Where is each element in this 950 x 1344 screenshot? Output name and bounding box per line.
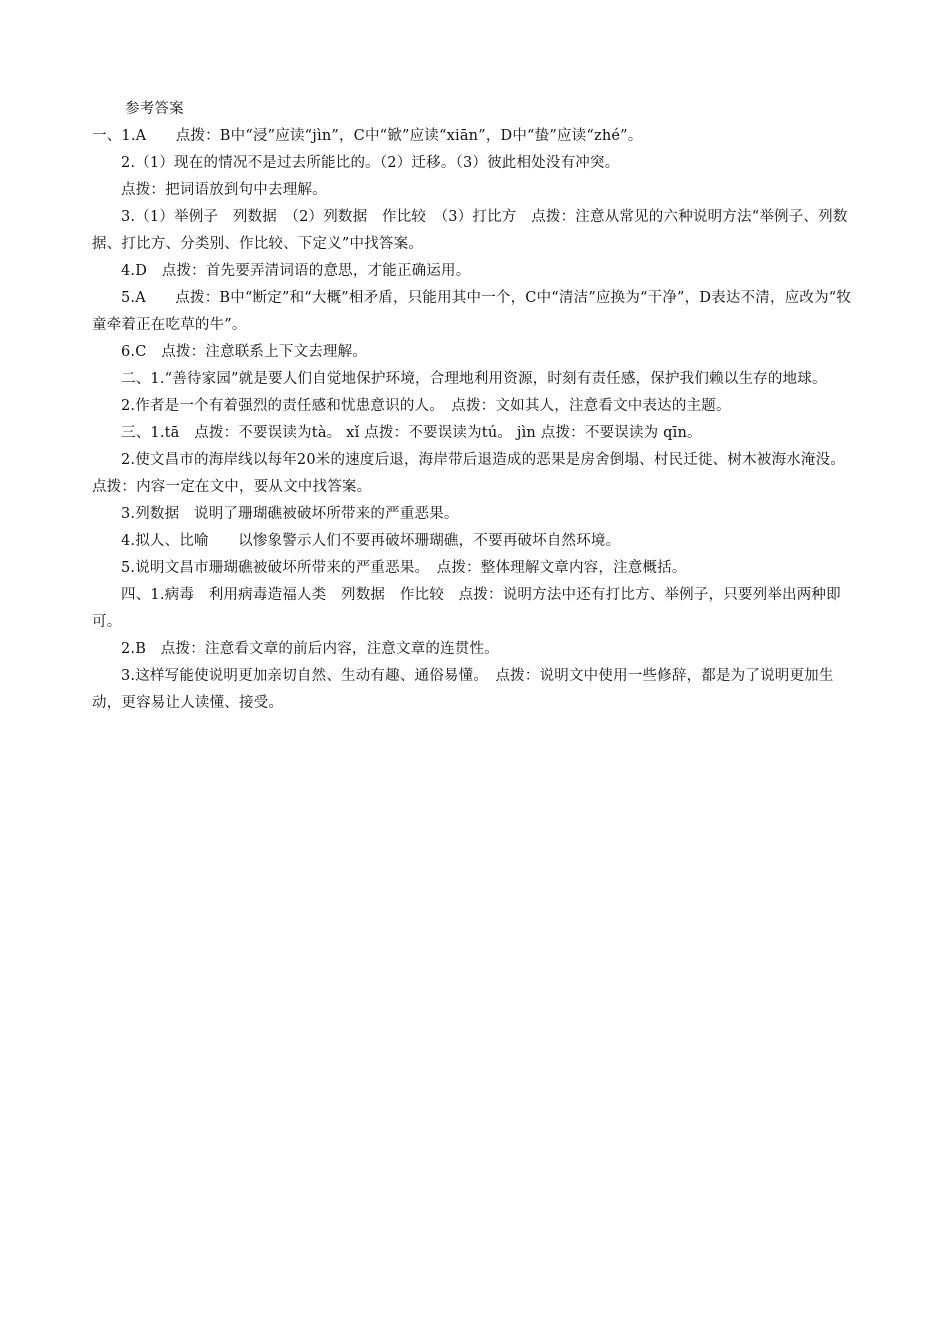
- answer-document: [92, 96, 862, 717]
- paragraph-5: 4.D 点拨：首先要弄清词语的意思，才能正确运用。: [121, 263, 471, 279]
- paragraph-17: 3.这样写能使说明更加亲切自然、生动有趣、通俗易懂。 点拨：说明文中使用一些修辞，都是为了说明更加生动，更容易让人读懂、接受。: [92, 668, 834, 711]
- paragraph-7: 6.C 点拨：注意联系上下文去理解。: [121, 344, 368, 360]
- paragraph-3: 点拨：把词语放到句中去理解。: [121, 182, 327, 198]
- paragraph-11: 2.使文昌市的海岸线以每年20米的速度后退，海岸带后退造成的恶果是房舍倒塌、村民迁徙、树木被海水淹没。 点拨：内容一定在文中，要从文中找答案。: [92, 452, 853, 495]
- paragraph-9: 2.作者是一个有着强烈的责任感和忧患意识的人。 点拨：文如其人，注意看文中表达的主题。: [121, 398, 731, 414]
- paragraph-8: 二、1.“善待家园”就是要人们自觉地保护环境，合理地利用资源，时刻有责任感，保护我们赖以生存的地球。: [121, 371, 827, 387]
- paragraph-14: 5.说明文昌市珊瑚礁被破坏所带来的严重恶果。 点拨：整体理解文章内容，注意概括。: [121, 560, 687, 576]
- paragraph-15: 四、1.病毒 利用病毒造福人类 列数据 作比较 点拨：说明方法中还有打比方、举例子，只要列举出两种即可。: [92, 587, 841, 630]
- paragraph-12: 3.列数据 说明了珊瑚礁被破坏所带来的严重恶果。: [121, 506, 459, 522]
- paragraph-10: 三、1.tā 点拨：不要误读为tà。 xǐ 点拨：不要误读为tú。 jìn 点拨：不要误读为 qīn。: [121, 425, 702, 441]
- paragraph-1: 一、1.A 点拨：B中“浸”应读“jìn”，C中“锨”应读“xiān”，D中“蛰”应读“zhé”。: [92, 128, 643, 144]
- document-title: 参考答案: [125, 101, 184, 117]
- paragraph-2: 2.（1）现在的情况不是过去所能比的。（2）迁移。（3）彼此相处没有冲突。: [121, 155, 620, 171]
- paragraph-4: 3.（1）举例子 列数据 （2）列数据 作比较 （3）打比方 点拨：注意从常见的六种说明方法“举例子、列数据、打比方、分类别、作比较、下定义”中找答案。: [92, 209, 848, 252]
- paragraph-16: 2.B 点拨：注意看文章的前后内容，注意文章的连贯性。: [121, 641, 499, 657]
- paragraph-13: 4.拟人、比喻 以惨象警示人们不要再破坏珊瑚礁，不要再破坏自然环境。: [121, 533, 621, 549]
- paragraph-6: 5.A 点拨：B中“断定”和“大概”相矛盾，只能用其中一个，C中“清洁”应换为“干净”，D表达不清，应改为“牧童牵着正在吃草的牛”。: [92, 290, 852, 333]
